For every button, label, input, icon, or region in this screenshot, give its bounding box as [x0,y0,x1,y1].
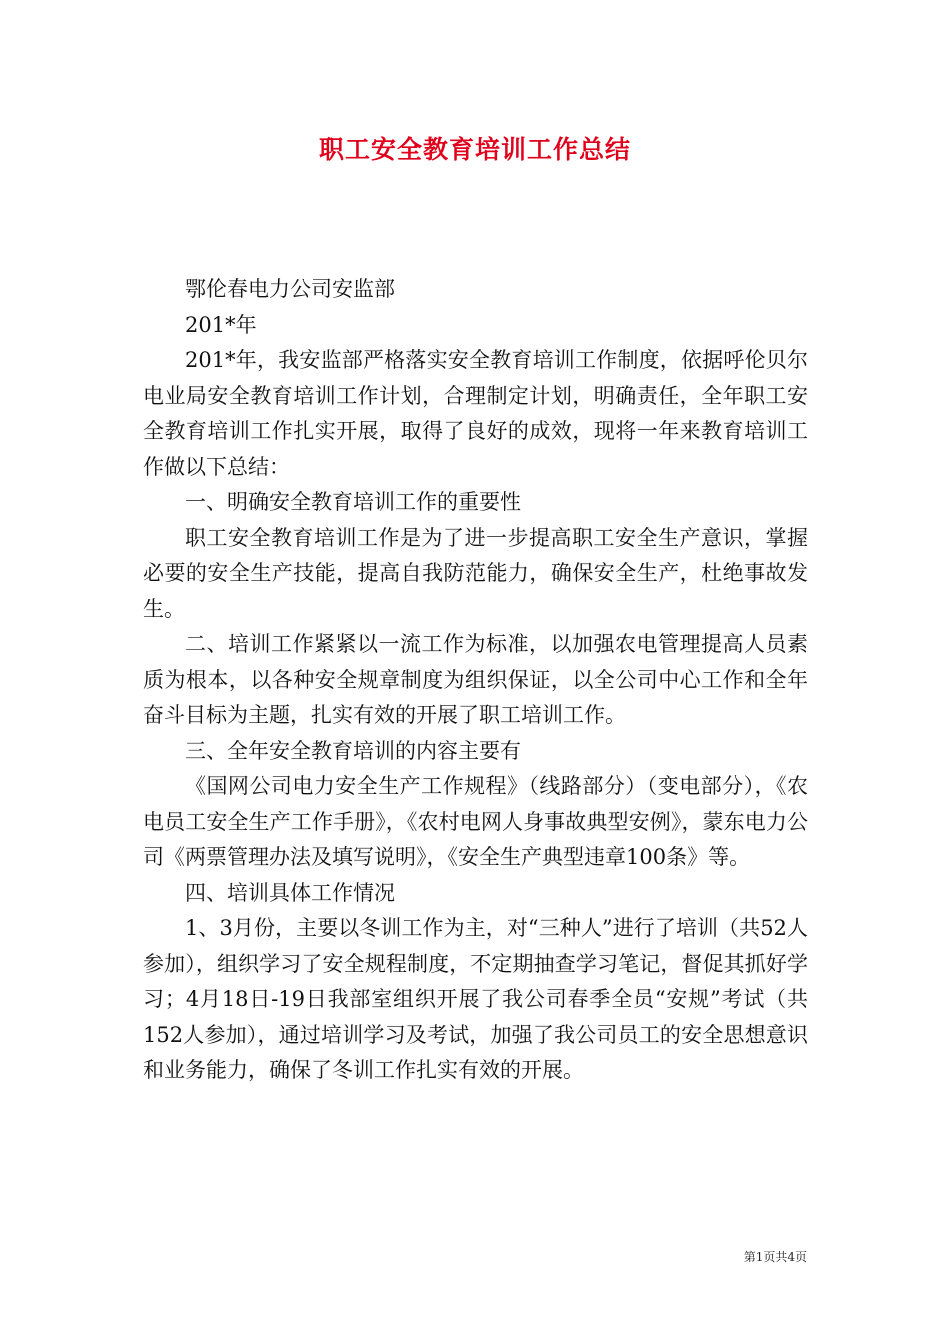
paragraph-year: 201*年 [185,312,257,337]
paragraph-department: 鄂伦春电力公司安监部 [185,277,395,301]
section-heading-1: 一、明确安全教育培训工作的重要性 [185,490,521,514]
paragraph-importance: 职工安全教育培训工作是为了进一步提高职工安全生产意识，掌握必要的安全生产技能，提高自我防范能力，确保安全生产，杜绝事故发生。 [143,525,808,621]
paragraph-content-list: 《国网公司电力安全生产工作规程》（线路部分）（变电部分），《农电员工安全生产工作手册》，《农村电网人身事故典型安例》，蒙东电力公司《两票管理办法及填写说明》，《安全生产典型违章100条》等。 [143,774,808,869]
section-heading-3: 三、全年安全教育培训的内容主要有 [185,738,521,763]
page-number: 第1页共4页 [743,1250,807,1264]
document-title: 职工安全教育培训工作总结 [318,135,631,164]
section-heading-2: 二、培训工作紧紧以一流工作为标准，以加强农电管理提高人员素质为根本，以各种安全规章制度为组织保证，以全公司中心工作和全年奋斗目标为主题，扎实有效的开展了职工培训工作。 [143,632,808,727]
paragraph-intro: 201*年，我安监部严格落实安全教育培训工作制度，依据呼伦贝尔电业局安全教育培训工作计划，合理制定计划，明确责任，全年职工安全教育培训工作扎实开展，取得了良好的成效，现将一年来教育培训工作做以下总结： [143,348,808,479]
paragraph-march-training: 1、3月份，主要以冬训工作为主，对“三种人”进行了培训（共52人参加），组织学习了安全规程制度，不定期抽查学习笔记，督促其抓好学习；4月18日-19日我部室组织开展了我公司春季全员“安规”考试（共152人参加），通过培训学习及考试，加强了我公司员工的安全思想意识和业务能力，确保了冬训工作扎实有效的开展。 [143,916,808,1082]
section-heading-4: 四、培训具体工作情况 [185,880,395,905]
document-body [143,272,808,1089]
